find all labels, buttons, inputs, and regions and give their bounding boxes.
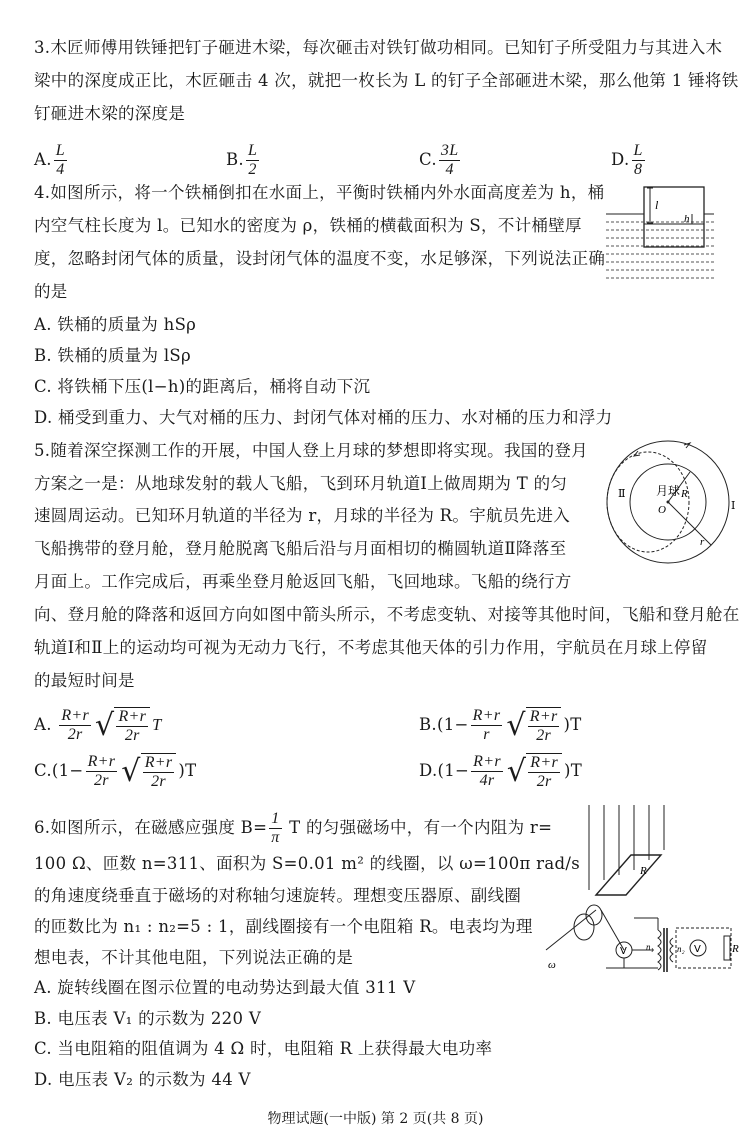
numerator: L xyxy=(55,142,65,159)
denominator: 4r xyxy=(479,772,495,789)
fraction xyxy=(528,754,560,791)
denominator: r xyxy=(483,726,490,743)
numerator: R+r xyxy=(473,753,501,770)
fraction xyxy=(632,142,645,179)
q3-option-c xyxy=(419,142,462,179)
fraction xyxy=(116,708,148,745)
q5-stem-line1: 5.随着深空探测工作的开展，中国人登上月球的梦想即将实现。我国的登月 xyxy=(34,441,588,460)
q3-option-d xyxy=(611,142,647,179)
q3-option-a xyxy=(34,142,69,179)
page-footer: 物理试题(一中版) 第 2 页(共 8 页) xyxy=(267,1111,484,1127)
one-minus: (1− xyxy=(51,761,84,780)
denominator: 2r xyxy=(67,726,83,743)
generator-transformer-figure xyxy=(536,800,741,985)
square-root: √ $\frac{R+r}{2r}$ xyxy=(121,753,176,791)
primary-coil xyxy=(658,930,661,970)
option-label: D. xyxy=(611,150,630,169)
O-label: O xyxy=(658,504,666,516)
q3-stem-line3: 钉砸进木梁的深度是 xyxy=(34,104,186,123)
n1-label: n₁ xyxy=(646,942,654,952)
q5-stem-line4: 飞船携带的登月舱，登月舱脱离飞船后沿与月面相切的椭圆轨道Ⅱ降落至 xyxy=(34,539,567,558)
square-root: √ $\frac{R+r}{2r}$ xyxy=(507,753,562,791)
numerator: R+r xyxy=(472,707,501,724)
q4-option-c: C. 将铁桶下压(l−h)的距离后，桶将自动下沉 xyxy=(34,377,371,396)
r-label: r xyxy=(700,536,705,548)
numerator: 3L xyxy=(440,142,459,159)
denominator: 2r xyxy=(536,772,552,790)
numerator: R+r xyxy=(87,753,116,770)
q6-option-c: C. 当电阻箱的阻值调为 4 Ω 时，电阻箱 R 上获得最大电功率 xyxy=(34,1039,493,1058)
numerator: R+r xyxy=(529,707,558,725)
one-minus: (1− xyxy=(437,761,470,780)
text-part: 6.如图所示，在磁感应强度 B= xyxy=(34,818,268,837)
close-paren-t: )T xyxy=(178,761,197,780)
close-paren-t: )T xyxy=(564,761,583,780)
denominator: 2r xyxy=(151,772,166,790)
fraction xyxy=(143,754,175,791)
q6-option-b: B. 电压表 V₁ 的示数为 220 V xyxy=(34,1009,262,1028)
q4-stem-line3: 度，忽略封闭气体的质量，设封闭气体的温度不变，水足够深，下列说法正确 xyxy=(34,249,606,268)
q5-stem-line7: 轨道Ⅰ和Ⅱ上的运动均可视为无动力飞行，不考虑其他天体的引力作用，宇航员在月球上停留 xyxy=(34,638,708,657)
q4-option-d: D. 桶受到重力、大气对桶的压力、封闭气体对桶的压力、水对桶的压力和浮力 xyxy=(34,408,613,427)
l-label: l xyxy=(655,198,659,212)
numerator: R+r xyxy=(61,707,90,724)
option-label: C. xyxy=(34,761,52,780)
q4-option-a: A. 铁桶的质量为 hSρ xyxy=(34,315,197,334)
q6-stem-line1 xyxy=(34,810,552,847)
slip-ring xyxy=(574,914,594,940)
fraction xyxy=(246,142,259,179)
fraction xyxy=(54,142,67,179)
numerator: R+r xyxy=(530,753,558,771)
q4-stem-line2: 内空气柱长度为 l。已知水的密度为 ρ，铁桶的横截面积为 S，不计桶壁厚 xyxy=(34,216,582,235)
fraction xyxy=(86,753,118,790)
q6-stem-line2: 100 Ω、匝数 n=311、面积为 S=0.01 m² 的线圈，以 ω=100π rad/s xyxy=(34,854,580,873)
option-label: B. xyxy=(419,715,437,734)
close-paren-t: )T xyxy=(563,715,582,734)
q4-option-b: B. 铁桶的质量为 lSρ xyxy=(34,346,192,365)
inverted-bucket-figure xyxy=(604,184,716,284)
numerator: L xyxy=(633,142,643,159)
q5-stem-line6: 向、登月舱的降落和返回方向如图中箭头所示，不考虑变轨、对接等其他时间，飞船和登月舱在 xyxy=(34,605,740,624)
option-label: C. xyxy=(419,150,437,169)
fraction xyxy=(269,810,281,847)
resistor-box xyxy=(724,936,730,960)
rotation-axis xyxy=(546,910,596,950)
option-label: A. xyxy=(34,715,52,734)
q3-stem-line1: 3.木匠师傅用铁锤把钉子砸进木梁，每次砸击对铁钉做功相同。已知钉子所受阻力与其进入木 xyxy=(34,38,723,57)
q6-stem-line5: 想电表，不计其他电阻，下列说法正确的是 xyxy=(34,948,354,967)
denominator: π xyxy=(271,829,280,846)
one-minus: (1− xyxy=(436,715,469,734)
denominator: 8 xyxy=(633,161,643,178)
orbit-i-label: Ⅰ xyxy=(731,499,736,512)
q5-stem-line3: 速圆周运动。已知环月轨道的半径为 r，月球的半径为 R。宇航员先进入 xyxy=(34,506,571,525)
orbit-ii-label: Ⅱ xyxy=(618,487,626,500)
q6-stem-line4: 的匝数比为 n₁ : n₂=5 : 1，副线圈接有一个电阻箱 R。电表均为理 xyxy=(34,917,533,936)
q5-option-d xyxy=(419,751,582,791)
fraction xyxy=(528,708,560,745)
q5-option-a xyxy=(34,705,162,745)
denominator: 2r xyxy=(124,726,140,744)
v2-label: V xyxy=(694,944,701,955)
moon-label: 月球 xyxy=(656,484,681,498)
option-label: B. xyxy=(226,150,244,169)
q5-stem-line5: 月面上。工作完成后，再乘坐登月舱返回飞船，飞回地球。飞船的绕行方 xyxy=(34,572,572,591)
q5-option-c xyxy=(34,751,196,791)
moon-orbit-figure xyxy=(600,437,740,567)
option-label: A. xyxy=(34,150,52,169)
n2-label: n₂ xyxy=(677,944,685,954)
h-label: h xyxy=(684,213,690,225)
rotating-coil xyxy=(596,855,661,895)
radius-r xyxy=(668,502,711,545)
square-root: √ $\frac{R+r}{2r}$ xyxy=(506,707,561,745)
q5-stem-line2: 方案之一是：从地球发射的载人飞船，飞到环月轨道Ⅰ上做周期为 T 的匀 xyxy=(34,474,568,493)
water-hatching xyxy=(606,222,714,278)
q5-option-b xyxy=(419,705,582,745)
q5-stem-line8: 的最短时间是 xyxy=(34,671,135,690)
resistor-R-label: R xyxy=(732,943,739,955)
coil-R-label: R xyxy=(640,865,647,877)
numerator: R+r xyxy=(118,707,147,725)
q6-option-a: A. 旋转线圈在图示位置的电动势达到最大值 311 V xyxy=(34,978,416,997)
v1-label: V xyxy=(620,946,627,957)
numerator: R+r xyxy=(144,753,173,771)
text-part: T 的匀强磁场中，有一个内阻为 r= xyxy=(283,818,553,837)
numerator: L xyxy=(247,142,258,159)
q4-stem-line4: 的是 xyxy=(34,282,68,301)
q6-option-d: D. 电压表 V₂ 的示数为 44 V xyxy=(34,1070,251,1089)
denominator: 4 xyxy=(56,161,65,178)
q3-stem-line2: 梁中的深度成正比，木匠砸击 4 次，就把一枚长为 L 的钉子全部砸进木梁，那么他第 1 锤将铁 xyxy=(34,71,739,90)
denominator: 4 xyxy=(445,161,454,178)
omega-label: ω xyxy=(548,959,556,971)
magnetic-field-lines xyxy=(589,805,664,890)
denominator: 2r xyxy=(94,772,109,789)
q3-option-b xyxy=(226,142,261,179)
denominator: 2r xyxy=(536,726,552,744)
q4-stem-line1: 4.如图所示，将一个铁桶倒扣在水面上，平衡时铁桶内外水面高度差为 h，桶 xyxy=(34,183,605,202)
orbit-ii xyxy=(607,452,689,552)
R-label: R xyxy=(681,488,688,500)
denominator: 2 xyxy=(248,161,257,178)
q6-stem-line3: 的角速度绕垂直于磁场的对称轴匀速旋转。理想变压器原、副线圈 xyxy=(34,886,522,905)
period-symbol: T xyxy=(152,715,162,734)
fraction xyxy=(439,142,461,179)
numerator: 1 xyxy=(271,810,280,827)
fraction xyxy=(471,753,503,790)
secondary-coil xyxy=(670,938,673,962)
option-label: D. xyxy=(419,761,438,780)
fraction xyxy=(471,707,503,744)
fraction xyxy=(59,707,91,744)
square-root: √ $\frac{R+r}{2r}$ xyxy=(95,707,150,745)
